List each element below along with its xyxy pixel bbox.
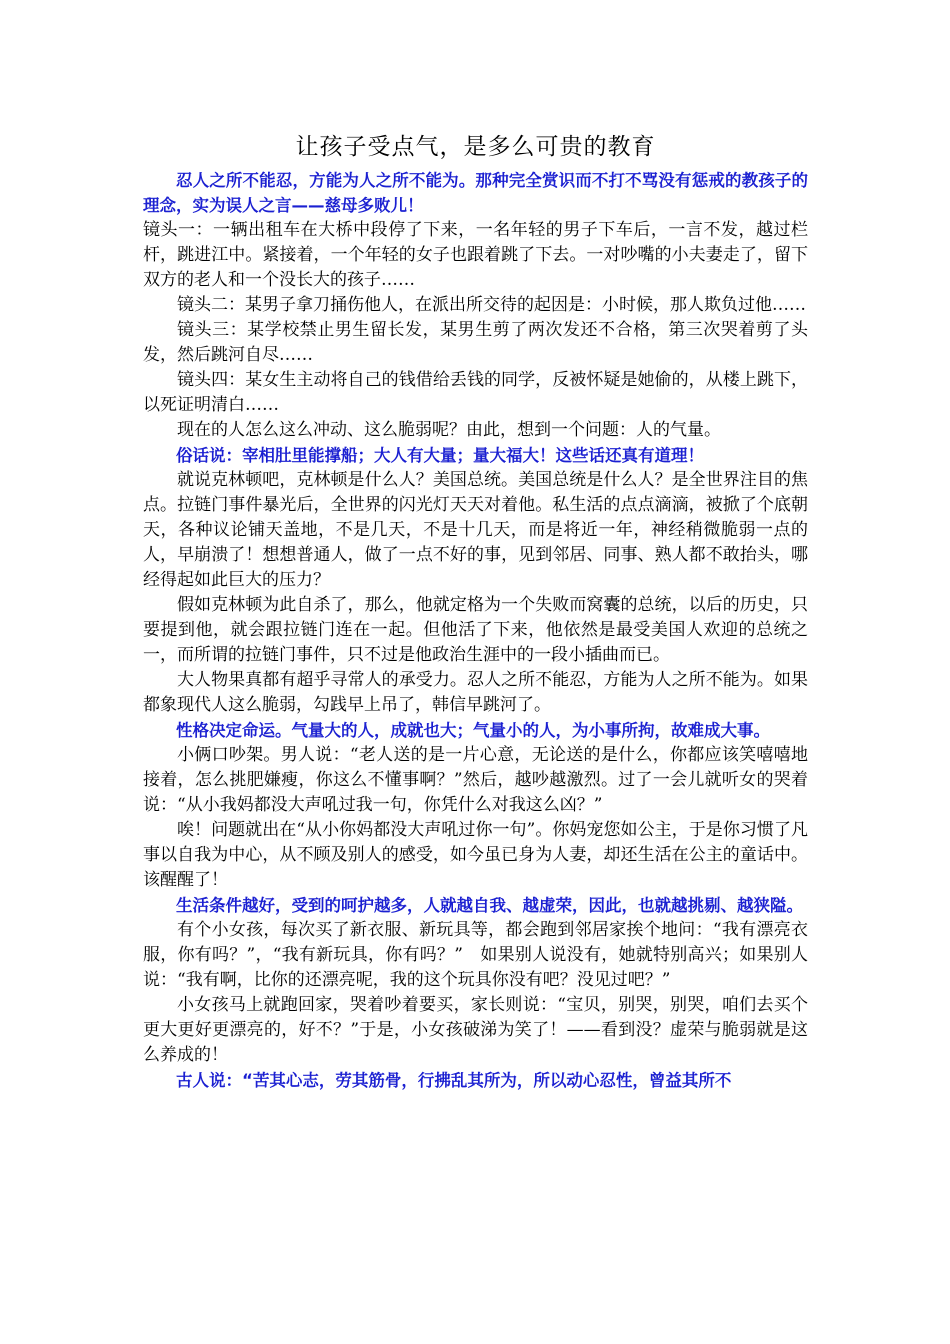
document-body xyxy=(143,168,808,1093)
highlighted-paragraph: 性格决定命运。气量大的人，成就也大；气量小的人，为小事所拘，故难成大事。 xyxy=(176,721,770,740)
body-paragraph: 镜头二：某男子拿刀捅伤他人，在派出所交待的起因是：小时候，那人欺负过他…… xyxy=(177,295,806,315)
body-paragraph: 唉！问题就出在“从小你妈都没大声吼过你一句”。你妈宠您如公主，于是你习惯了凡事以自我为中心，从不顾及别人的感受，如今虽已身为人妻，却还生活在公主的童话中。该醒醒了！ xyxy=(143,820,808,890)
body-paragraph: 小俩口吵架。男人说：“老人送的是一片心意，无论送的是什么，你都应该笑嘻嘻地接着，怎么挑肥嫌瘦，你这么不懂事啊？”然后，越吵越激烈。过了一会儿就听女的哭着说：“从小我妈都没大声吼过我一句，你凭什么对我这么凶？” xyxy=(143,745,808,815)
body-paragraph: 大人物果真都有超乎寻常人的承受力。忍人之所不能忍，方能为人之所不能为。如果都象现代人这么脆弱，勾践早上吊了，韩信早跳河了。 xyxy=(143,670,808,715)
body-paragraph: 镜头三：某学校禁止男生留长发，某男生剪了两次发还不合格，第三次哭着剪了头发，然后跳河自尽…… xyxy=(143,320,808,365)
highlighted-paragraph: 生活条件越好，受到的呵护越多，人就越自我、越虚荣，因此，也就越挑剔、越狭隘。 xyxy=(176,896,803,915)
body-paragraph: 现在的人怎么这么冲动、这么脆弱呢？由此，想到一个问题：人的气量。 xyxy=(177,420,721,440)
document-page xyxy=(143,130,808,1093)
body-paragraph: 小女孩马上就跑回家，哭着吵着要买，家长则说：“宝贝，别哭，别哭，咱们去买个更大更好更漂亮的，好不？”于是，小女孩破涕为笑了！——看到没？虚荣与脆弱就是这么养成的！ xyxy=(143,995,808,1065)
body-paragraph: 就说克林顿吧，克林顿是什么人？美国总统。美国总统是什么人？是全世界注目的焦点。拉链门事件暴光后，全世界的闪光灯天天对着他。私生活的点点滴滴，被掀了个底朝天，各种议论铺天盖地，不是几天，不是十几天，而是将近一年，神经稍微脆弱一点的人，早崩溃了！想想普通人，做了一点不好的事，见到邻居、同事、熟人都不敢抬头，哪经得起如此巨大的压力？ xyxy=(143,470,808,590)
document-title: 让孩子受点气，是多么可贵的教育 xyxy=(295,134,656,160)
body-paragraph: 假如克林顿为此自杀了，那么，他就定格为一个失败而窝囊的总统，以后的历史，只要提到他，就会跟拉链门连在一起。但他活了下来，他依然是最受美国人欢迎的总统之一，而所谓的拉链门事件，只不过是他政治生涯中的一段小插曲而已。 xyxy=(143,595,808,665)
body-paragraph: 镜头四：某女生主动将自己的钱借给丢钱的同学，反被怀疑是她偷的，从楼上跳下，以死证明清白…… xyxy=(143,370,808,415)
highlighted-paragraph: 古人说：“苦其心志，劳其筋骨，行拂乱其所为，所以动心忍性，曾益其所不 xyxy=(176,1071,732,1090)
body-paragraph: 镜头一：一辆出租车在大桥中段停了下来，一名年轻的男子下车后，一言不发，越过栏杆，跳进江中。紧接着，一个年轻的女子也跟着跳了下去。一对吵嘴的小夫妻走了，留下双方的老人和一个没长大的孩子…… xyxy=(143,220,808,290)
body-paragraph: 有个小女孩，每次买了新衣服、新玩具等，都会跑到邻居家挨个地问：“我有漂亮衣服，你有吗？”，“我有新玩具，你有吗？” 如果别人说没有，她就特别高兴；如果别人说：“我有啊，比你的还漂亮呢，我的这个玩具你没有吧？没见过吧？” xyxy=(143,920,808,990)
highlighted-paragraph: 忍人之所不能忍，方能为人之所不能为。那种完全赏识而不打不骂没有惩戒的教孩子的理念，实为误人之言——慈母多败儿！ xyxy=(143,171,808,215)
highlighted-paragraph: 俗话说：宰相肚里能撑船；大人有大量；量大福大！这些话还真有道理！ xyxy=(176,446,704,465)
